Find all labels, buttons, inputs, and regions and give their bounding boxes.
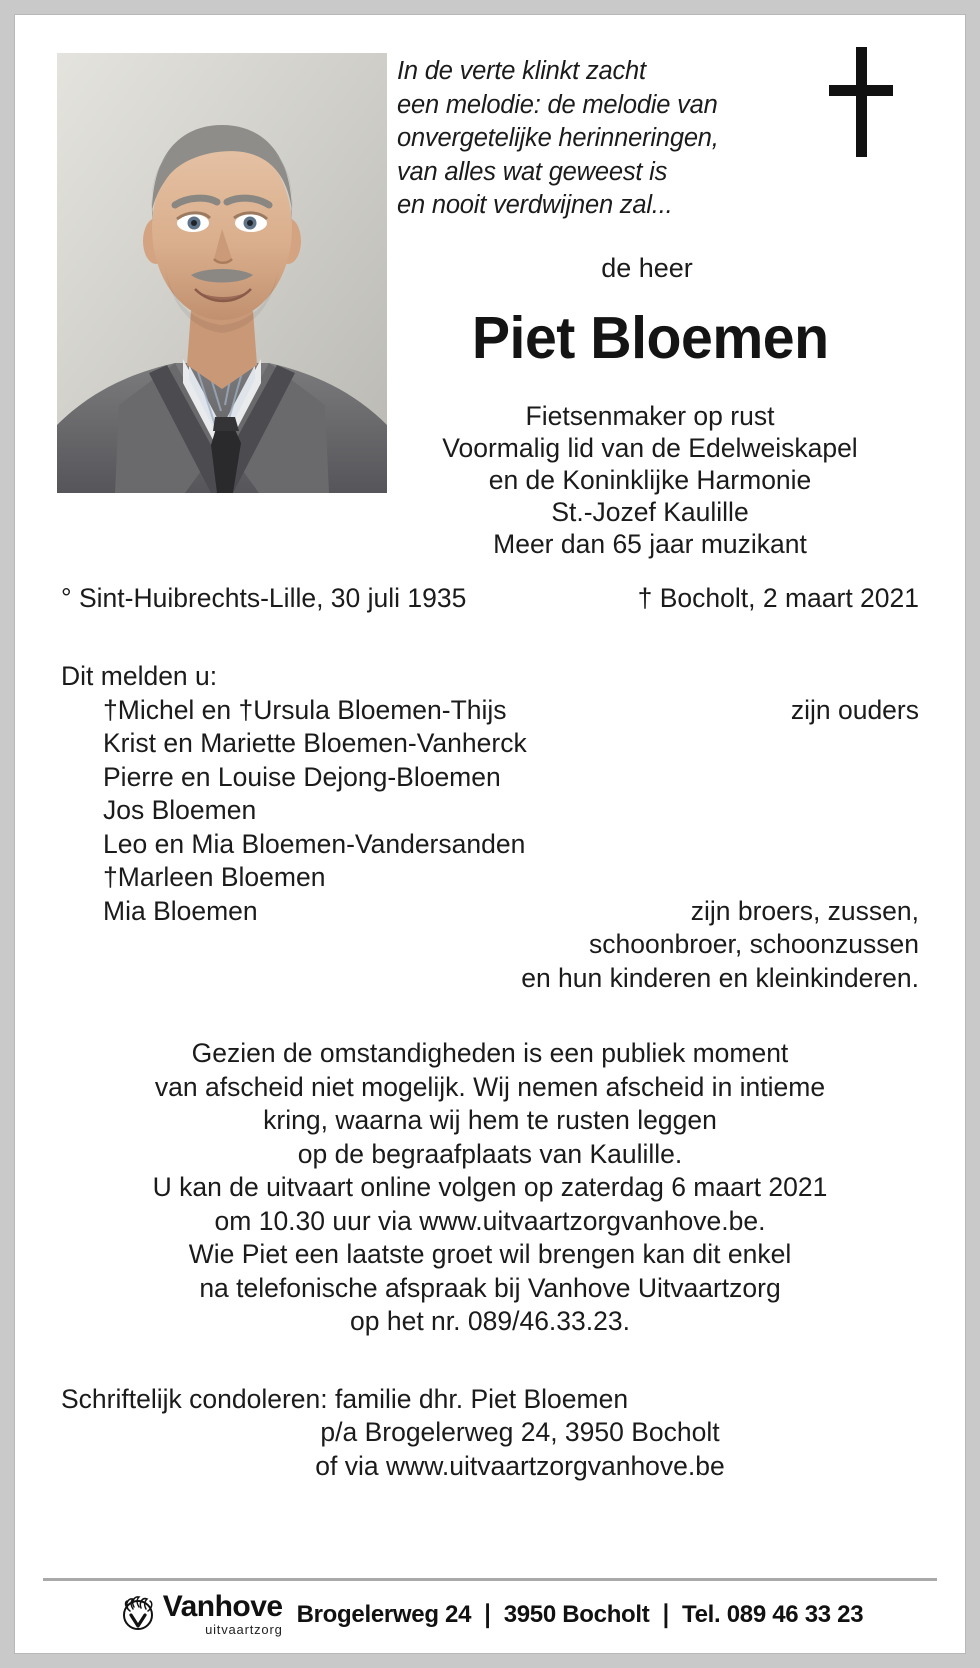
family-relation-continuation: [61, 928, 919, 995]
deceased-name: Piet Bloemen: [471, 304, 829, 371]
poem-line: In de verte klinkt zacht: [397, 57, 646, 85]
vanhove-name: Vanhove: [162, 1590, 283, 1623]
poem-line: een melodie: de melodie van: [397, 90, 718, 119]
condolence-line: Schriftelijk condoleren: familie dhr. Piet Bloemen: [61, 1383, 629, 1414]
family-row: [61, 861, 919, 895]
family-relation-line: schoonbroer, schoonzussen: [589, 929, 919, 959]
family-intro: Dit melden u:: [61, 661, 218, 691]
role-line: St.-Jozef Kaulille: [551, 496, 749, 527]
family-member-name: †Michel en †Ursula Bloemen-Thijs: [103, 694, 507, 725]
family-row: [61, 727, 919, 761]
role-line: en de Koninklijke Harmonie: [488, 464, 812, 495]
announcement-line: om 10.30 uur via www.uitvaartzorgvanhove.be.: [214, 1205, 766, 1236]
family-member-name: †Marleen Bloemen: [103, 862, 326, 892]
announcement-line: na telefonische afspraak bij Vanhove Uitvaartzorg: [199, 1272, 781, 1303]
family-row: [61, 895, 919, 929]
family-relation: zijn ouders: [790, 694, 919, 725]
condolence-website: of via www.uitvaartzorgvanhove.be: [315, 1450, 725, 1481]
condolence-address: p/a Brogelerweg 24, 3950 Bocholt: [320, 1417, 720, 1447]
announcement-line: kring, waarna wij hem te rusten leggen: [263, 1105, 717, 1135]
role-line: Voormalig lid van de Edelweiskapel: [442, 432, 858, 463]
family-section: [15, 660, 965, 995]
announcement-line: U kan de uitvaart online volgen op zaterdag 6 maart 2021: [152, 1172, 828, 1202]
condolence-section: [15, 1383, 965, 1484]
card-header: [15, 15, 965, 575]
life-dates: [15, 583, 965, 614]
family-relation: zijn broers, zussen,: [690, 895, 919, 926]
salutation: de heer: [601, 252, 693, 283]
birth-date: ° Sint-Huibrechts-Lille, 30 juli 1935: [61, 583, 467, 613]
family-relation-line: en hun kinderen en kleinkinderen.: [521, 962, 919, 993]
poem-line: onvergetelijke herinneringen,: [397, 124, 719, 152]
death-date: † Bocholt, 2 maart 2021: [637, 583, 919, 613]
family-row: [61, 694, 919, 728]
poem-line: van alles wat geweest is: [397, 157, 668, 186]
footer: [15, 1583, 965, 1645]
family-row: [61, 794, 919, 828]
announcement-line: van afscheid niet mogelijk. Wij nemen afscheid in intieme: [154, 1071, 826, 1102]
family-member-name: Pierre en Louise Dejong-Bloemen: [103, 761, 501, 792]
announcement-text: [15, 1037, 965, 1339]
family-row: [61, 828, 919, 862]
vanhove-logo-text: [163, 1592, 283, 1636]
header-text-column: [397, 55, 917, 560]
portrait-photo: [57, 53, 387, 493]
announcement-line: op het nr. 089/46.33.23.: [350, 1306, 630, 1336]
footer-address: Brogelerweg 24 ❘ 3950 Bocholt ❘ Tel. 089 46 33 23: [296, 1600, 864, 1628]
roles-list: [397, 400, 917, 560]
family-member-name: Leo en Mia Bloemen-Vandersanden: [103, 828, 526, 859]
announcement-line: Gezien de omstandigheden is een publiek moment: [191, 1038, 789, 1068]
poem-line: en nooit verdwijnen zal...: [397, 191, 673, 219]
announcement-line: Wie Piet een laatste groet wil brengen kan dit enkel: [188, 1239, 792, 1269]
role-line: Meer dan 65 jaar muzikant: [493, 528, 807, 559]
family-member-name: Krist en Mariette Bloemen-Vanherck: [103, 728, 527, 758]
family-row: [61, 761, 919, 795]
vanhove-tagline: uitvaartzorg: [205, 1622, 283, 1637]
vanhove-logo-icon: [117, 1593, 159, 1635]
footer-divider: [43, 1578, 937, 1581]
memorial-card: [14, 14, 966, 1654]
portrait-image: [57, 53, 387, 493]
family-member-name: Mia Bloemen: [103, 895, 258, 926]
role-line: Fietsenmaker op rust: [525, 400, 775, 431]
poem: [397, 55, 917, 223]
announcement-line: op de begraafplaats van Kaulille.: [297, 1138, 683, 1169]
family-member-name: Jos Bloemen: [103, 795, 257, 825]
vanhove-logo: [117, 1592, 283, 1636]
